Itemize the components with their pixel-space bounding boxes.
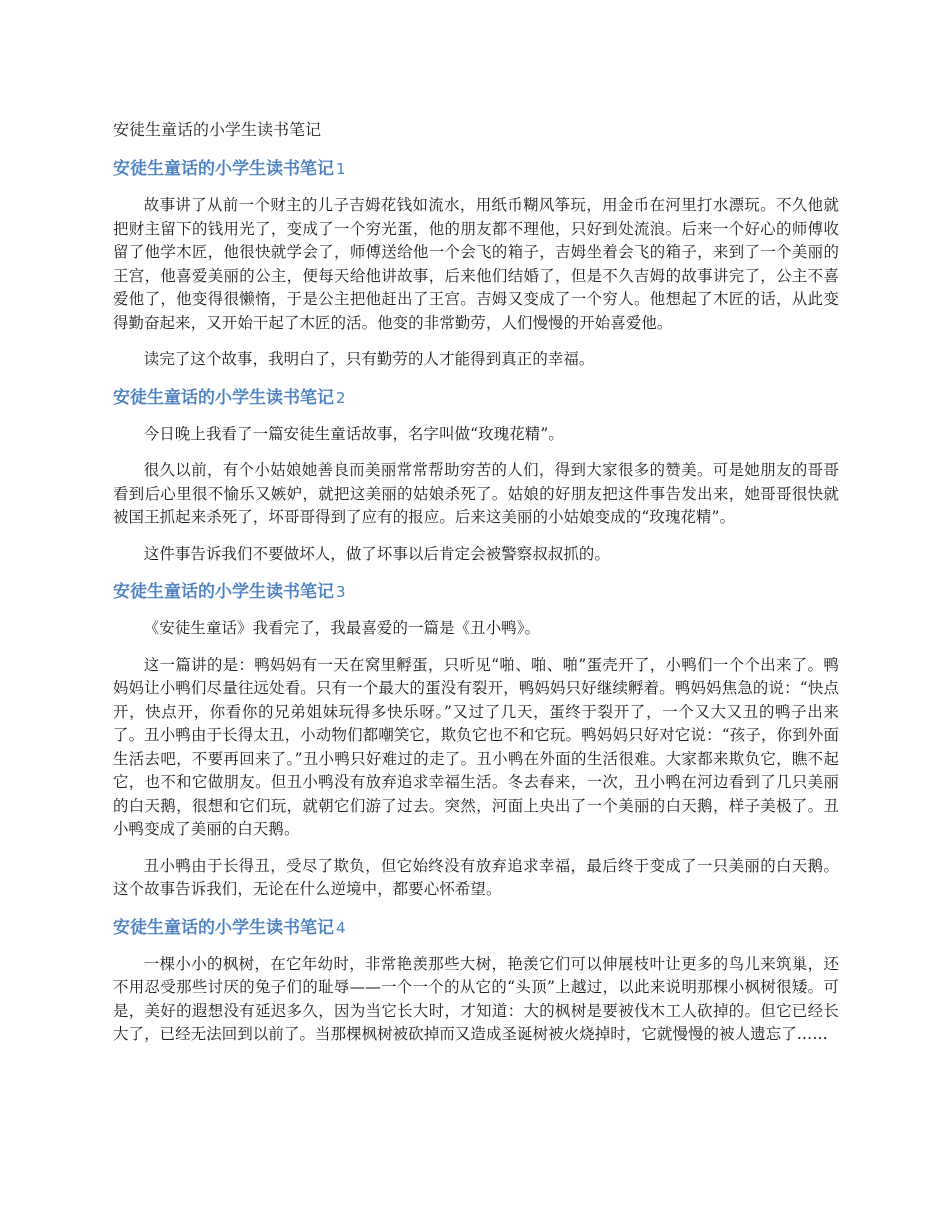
section-2 bbox=[113, 385, 839, 567]
paragraph: 故事讲了从前一个财主的儿子吉姆花钱如流水，用纸币糊风筝玩，用金币在河里打水漂玩。不久他就把财主留下的钱用光了，变成了一个穷光蛋，他的朋友都不理他，只好到处流浪。后来一个好心的师傅收留了他学木匠，他很快就学会了，师傅送给他一个会飞的箱子，吉姆坐着会飞的箱子，来到了一个美丽的王宫，他喜爱美丽的公主，便每天给他讲故事，后来他们结婚了，但是不久吉姆的故事讲完了，公主不喜爱他了，他变得很懒惰，于是公主把他赶出了王宫。吉姆又变成了一个穷人。他想起了木匠的话，从此变得勤奋起来，又开始干起了木匠的活。他变的非常勤劳，人们慢慢的开始喜爱他。 bbox=[113, 196, 839, 332]
paragraph: 读完了这个故事，我明白了，只有勤劳的人才能得到真正的幸福。 bbox=[143, 350, 595, 368]
paragraph: 今日晚上我看了一篇安徒生童话故事，名字叫做“玫瑰花精”。 bbox=[143, 424, 564, 443]
section-number: 4 bbox=[336, 918, 346, 937]
paragraph: 这件事告诉我们不要做坏人，做了坏事以后肯定会被警察叔叔抓的。 bbox=[143, 544, 611, 563]
paragraph: 很久以前，有个小姑娘她善良而美丽常常帮助穷苦的人们，得到大家很多的赞美。可是她朋友的哥哥看到后心里很不愉乐又嫉妒，就把这美丽的姑娘杀死了。姑娘的好朋友把这件事告发出来，她哥哥很快就被国王抓起来杀死了，坏哥哥得到了应有的报应。后来这美丽的小姑娘变成的“玫瑰花精”。 bbox=[113, 461, 839, 526]
section-heading bbox=[113, 579, 839, 605]
paragraph: 《安徒生童话》我看完了，我最喜爱的一篇是《丑小鸭》。 bbox=[143, 619, 541, 637]
section-heading-text: 安徒生童话的小学生读书笔记 bbox=[113, 582, 334, 602]
section-heading-text: 安徒生童话的小学生读书笔记 bbox=[113, 159, 334, 179]
section-heading bbox=[113, 385, 839, 411]
section-3 bbox=[113, 579, 839, 902]
section-number: 2 bbox=[336, 388, 346, 407]
section-number: 1 bbox=[336, 160, 346, 178]
paragraph: 丑小鸭由于长得丑，受尽了欺负，但它始终没有放弃追求幸福，最后终于变成了一只美丽的白天鹅。这个故事告诉我们，无论在什么逆境中，都要心怀希望。 bbox=[113, 856, 839, 898]
document-title: 安徒生童话的小学生读书笔记 bbox=[113, 120, 322, 139]
section-heading bbox=[113, 156, 839, 182]
document-page bbox=[113, 118, 839, 1060]
section-heading-text: 安徒生童话的小学生读书笔记 bbox=[113, 387, 334, 408]
paragraph: 一棵小小的枫树，在它年幼时，非常艳羡那些大树，艳羡它们可以伸展枝叶让更多的鸟儿来筑巢，还不用忍受那些讨厌的兔子们的耻辱——一个一个的从它的“头顶”上越过，以此来说明那棵小枫树很矮。可是，美好的遐想没有延迟多久，因为当它长大时，才知道：大的枫树是要被伐木工人砍掉的。但它已经长大了，已经无法回到以前了。当那棵枫树被砍掉而又造成圣诞树被火烧掉时，它就慢慢的被人遗忘了…… bbox=[113, 954, 839, 1043]
section-number: 3 bbox=[336, 583, 346, 601]
paragraph: 这一篇讲的是：鸭妈妈有一天在窝里孵蛋，只听见“啪、啪、啪”蛋壳开了，小鸭们一个个出来了。鸭妈妈让小鸭们尽量往远处看。只有一个最大的蛋没有裂开，鸭妈妈只好继续孵着。鸭妈妈焦急的说：“快点开，快点开，你看你的兄弟姐妹玩得多快乐呀。”又过了几天，蛋终于裂开了，一个又大又丑的鸭子出来了。丑小鸭由于长得太丑，小动物们都嘲笑它，欺负它也不和它玩。鸭妈妈只好对它说：“孩子，你到外面生活去吧，不要再回来了。”丑小鸭只好难过的走了。丑小鸭在外面的生活很难。大家都来欺负它，瞧不起它，也不和它做朋友。但丑小鸭没有放弃追求幸福生活。冬去春来，一次，丑小鸭在河边看到了几只美丽的白天鹅，很想和它们玩，就朝它们游了过去。突然，河面上央出了一个美丽的白天鹅，样子美极了。丑小鸭变成了美丽的白天鹅。 bbox=[113, 655, 839, 838]
section-heading-text: 安徒生童话的小学生读书笔记 bbox=[113, 917, 334, 938]
section-4 bbox=[113, 915, 839, 1047]
section-heading bbox=[113, 915, 839, 941]
section-1 bbox=[113, 156, 839, 372]
